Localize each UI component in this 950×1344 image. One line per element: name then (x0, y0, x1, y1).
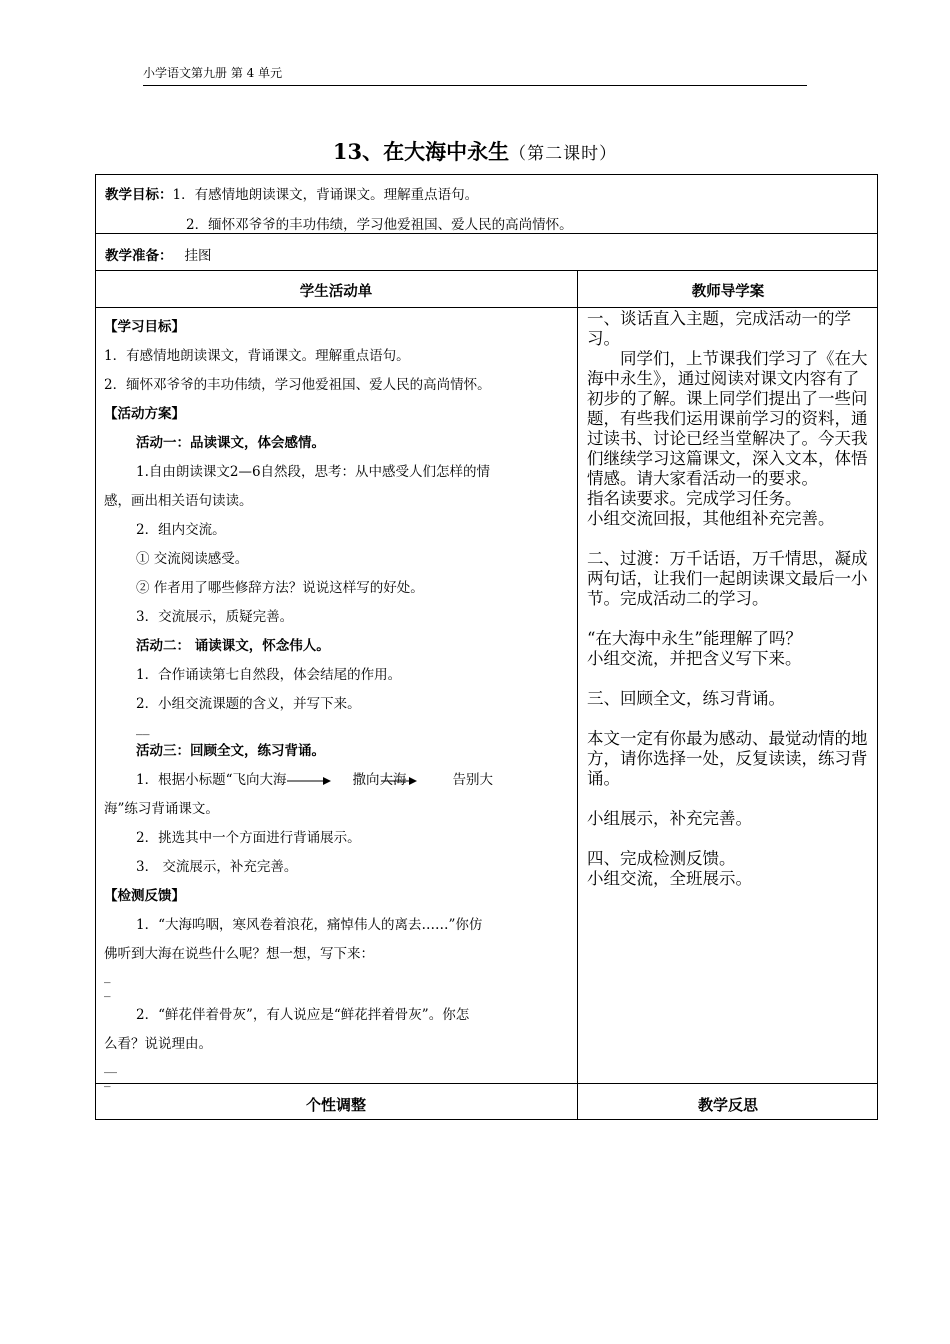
text-line: 么看？说说理由。 (104, 1036, 212, 1052)
guide-paragraph: 本文一定有你最为感动、最觉动情的地方，请你选择一处，反复读读，练习背诵。 (587, 729, 868, 788)
guide-paragraph: 小组交流回报，其他组补充完善。 (587, 509, 835, 528)
prep-label: 教学准备： (105, 248, 173, 264)
guide-paragraph: 三、回顾全文，练习背诵。 (587, 689, 785, 708)
text-segment: 告别大 (452, 772, 493, 788)
answer-blank: _ (104, 969, 111, 984)
text-line: ① 交流阅读感受。 (136, 551, 249, 567)
teaching-goal-2: 2．缅怀邓爷爷的丰功伟绩，学习他爱祖国、爱人民的高尚情怀。 (186, 217, 573, 233)
guide-paragraph: 小组交流，并把含义写下来。 (587, 649, 802, 668)
text-line: ② 作者用了哪些修辞方法？说说这样写的好处。 (136, 580, 424, 596)
answer-blank: __ (136, 720, 150, 736)
title-sub: （第二课时） (509, 144, 618, 164)
title-main: 13、在大海中永生 (332, 139, 510, 164)
text-line: 2．挑选其中一个方面进行背诵展示。 (136, 830, 361, 846)
text-line: 3．交流展示，质疑完善。 (136, 609, 294, 625)
row-divider-colhead (95, 307, 878, 308)
answer-blank: _ (104, 1073, 111, 1088)
text-line: 3． 交流展示，补充完善。 (136, 859, 298, 875)
text-segment: 1．根据小标题“飞向大海 (136, 772, 287, 788)
text-line: 1.自由朗读课文2—6自然段，思考：从中感受人们怎样的情 (136, 464, 491, 480)
row-divider-prep (95, 270, 878, 271)
answer-blank: _ (104, 983, 111, 998)
text-line: 2．小组交流课题的含义，并写下来。 (136, 696, 361, 712)
row-divider-goals (95, 233, 878, 234)
text-line: 2．“鲜花伴着骨灰”，有人说应是“鲜花拌着骨灰”。你怎 (136, 1007, 470, 1023)
activity-title: 活动三：回顾全文，练习背诵。 (136, 743, 325, 759)
guide-paragraph: 二、过渡：万千话语，万千情思，凝成两句话，让我们一起朗读课文最后一小节。完成活动二的学习。 (587, 549, 868, 608)
teaching-goal-1 (105, 183, 478, 203)
guide-paragraph: 同学们，上节课我们学习了《在大海中永生》，通过阅读对课文内容有了初步的了解。课上同学们提出了一些问题，有些我们运用课前学习的资料，通过读书、讨论已经当堂解决了。今天我们继续学习这篇课文，深入文本，体悟情感。请大家看活动一的要求。 (587, 349, 868, 488)
text-line: 2．组内交流。 (136, 522, 226, 538)
goal-text-1: 1．有感情地朗读课文，背诵课文。理解重点语句。 (172, 187, 479, 203)
page-title (0, 136, 950, 166)
prep-value: 挂图 (184, 248, 212, 264)
running-header: 小学语文第九册 第 4 单元 (143, 66, 283, 80)
text-segment: 撒向大海 (352, 772, 407, 788)
guide-paragraph: “在大海中永生”能理解了吗？ (587, 629, 802, 648)
teaching-prep (105, 244, 212, 264)
column-header-student: 学生活动单 (299, 283, 373, 300)
section-heading: 【活动方案】 (104, 406, 185, 422)
goals-label: 教学目标： (105, 187, 173, 203)
arrow-right-icon (287, 776, 331, 786)
teacher-guide (587, 309, 873, 889)
text-line: 感，画出相关语句读读。 (104, 493, 253, 509)
arrow-right-icon (381, 776, 417, 786)
text-line: 佛听到大海在说些什么呢？想一想，写下来： (104, 946, 374, 962)
column-divider (577, 270, 578, 1120)
footer-teaching-reflection: 教学反思 (697, 1096, 758, 1114)
text-line: 2．缅怀邓爷爷的丰功伟绩，学习他爱祖国、爱人民的高尚情怀。 (104, 377, 491, 393)
guide-paragraph: 一、谈话直入主题，完成活动一的学习。 (587, 309, 851, 348)
activity-title: 活动一：品读课文，体会感情。 (136, 435, 325, 451)
header-rule (143, 85, 807, 86)
answer-blank: __ (104, 1059, 117, 1074)
section-heading: 【学习目标】 (104, 319, 185, 335)
guide-paragraph: 指名读要求。完成学习任务。 (587, 489, 802, 508)
column-header-teacher: 教师导学案 (691, 283, 765, 300)
guide-paragraph: 小组交流，全班展示。 (587, 869, 752, 888)
section-heading: 【检测反馈】 (104, 888, 185, 904)
activity-title: 活动二： 诵读课文，怀念伟人。 (136, 638, 330, 654)
text-line: 1．“大海呜咽，寒风卷着浪花，痛悼伟人的离去……”你仿 (136, 917, 483, 933)
text-line: 海”练习背诵课文。 (104, 801, 219, 817)
text-line-with-arrows (104, 769, 572, 798)
guide-paragraph: 小组展示，补充完善。 (587, 809, 752, 828)
student-activity-sheet (104, 316, 572, 1090)
guide-paragraph: 四、完成检测反馈。 (587, 849, 736, 868)
text-line: 1．合作诵读第七自然段，体会结尾的作用。 (136, 667, 402, 683)
text-line: 1．有感情地朗读课文，背诵课文。理解重点语句。 (104, 348, 410, 364)
footer-personal-adjustment: 个性调整 (305, 1096, 366, 1114)
